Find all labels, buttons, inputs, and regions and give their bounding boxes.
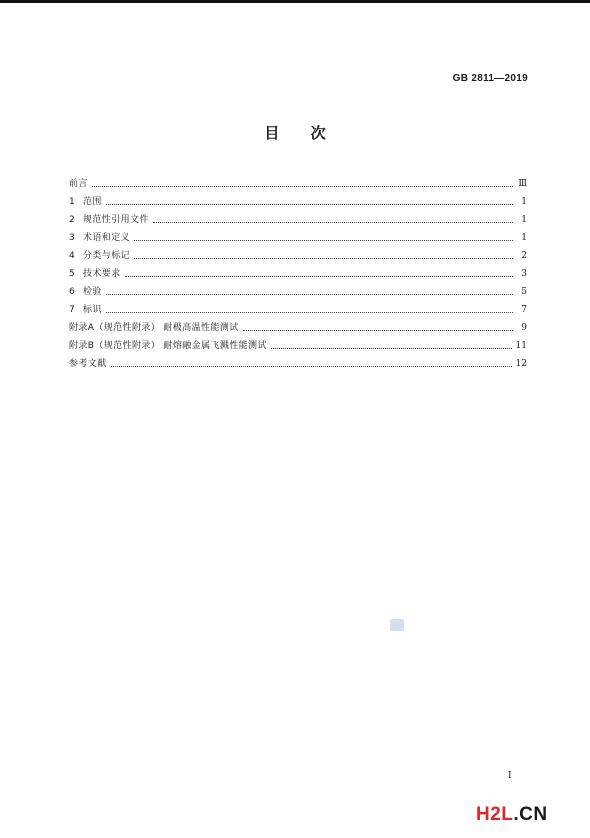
toc-entry-label: 附录A（规范性附录） 耐极高温性能测试	[69, 323, 239, 333]
toc-leader-dots	[125, 275, 513, 277]
toc-entry-label: 标识	[83, 305, 102, 315]
toc-entry-annex-a[interactable]	[69, 316, 527, 334]
toc-entry-page: 11	[515, 341, 527, 351]
toc-entry-page: 9	[521, 323, 527, 333]
toc-entry-classification[interactable]	[69, 244, 527, 262]
toc-entry-normative-references[interactable]	[69, 208, 527, 226]
toc-entry-scope[interactable]	[69, 190, 527, 208]
toc-entry-page: 7	[521, 305, 527, 315]
toc-entry-label: 参考文献	[69, 359, 107, 369]
toc-entry-inspection[interactable]	[69, 280, 527, 298]
toc-entry-page: Ⅲ	[518, 179, 527, 189]
toc-entry-number: 4	[69, 251, 75, 261]
toc-entry-page: 3	[521, 269, 527, 279]
toc-entry-number: 1	[69, 197, 75, 207]
toc-leader-dots	[271, 347, 512, 349]
toc-title: 目 次	[264, 124, 326, 142]
toc-leader-dots	[92, 185, 513, 187]
toc-entry-label: 技术要求	[83, 269, 121, 279]
page-number: I	[508, 771, 512, 781]
toc-entry-label: 分类与标记	[83, 251, 131, 261]
scan-mark	[390, 619, 404, 631]
toc-leader-dots	[111, 365, 512, 367]
toc-entry-number: 5	[69, 269, 75, 279]
toc-entry-foreword[interactable]	[69, 172, 527, 190]
toc-entry-number: 3	[69, 233, 75, 243]
toc-entry-technical-requirements[interactable]	[69, 262, 527, 280]
toc-entry-number: 7	[69, 305, 75, 315]
toc-entry-label: 术语和定义	[83, 233, 131, 243]
toc-entry-label: 附录B（规范性附录） 耐熔融金属飞溅性能测试	[69, 341, 267, 351]
toc-entry-number: 2	[69, 215, 75, 225]
top-rule	[0, 0, 590, 3]
toc-entry-label: 检验	[83, 287, 102, 297]
toc-entry-label: 范围	[83, 197, 102, 207]
toc-entry-number: 6	[69, 287, 75, 297]
toc-entry-label: 规范性引用文件	[83, 215, 149, 225]
toc-entry-page: 2	[521, 251, 527, 261]
standard-number: GB 2811—2019	[452, 73, 528, 84]
toc-entry-page: 1	[521, 215, 527, 225]
toc-entry-label: 前言	[69, 179, 88, 189]
toc-leader-dots	[106, 203, 513, 205]
toc-entry-marking[interactable]	[69, 298, 527, 316]
toc-leader-dots	[134, 239, 513, 241]
toc-entry-annex-b[interactable]	[69, 334, 527, 352]
toc-leader-dots	[106, 293, 513, 295]
toc-entry-page: 5	[521, 287, 527, 297]
toc-list	[69, 172, 527, 370]
toc-leader-dots	[243, 329, 513, 331]
toc-entry-page: 1	[521, 197, 527, 207]
toc-leader-dots	[106, 311, 513, 313]
toc-leader-dots	[134, 257, 513, 259]
toc-entry-page: 12	[515, 359, 527, 369]
toc-entry-page: 1	[521, 233, 527, 243]
watermark-part-a: H2L	[476, 804, 514, 825]
watermark-part-b: .CN	[513, 804, 548, 825]
toc-entry-bibliography[interactable]	[69, 352, 527, 370]
watermark-logo	[476, 804, 548, 826]
toc-entry-terms-definitions[interactable]	[69, 226, 527, 244]
toc-leader-dots	[153, 221, 513, 223]
